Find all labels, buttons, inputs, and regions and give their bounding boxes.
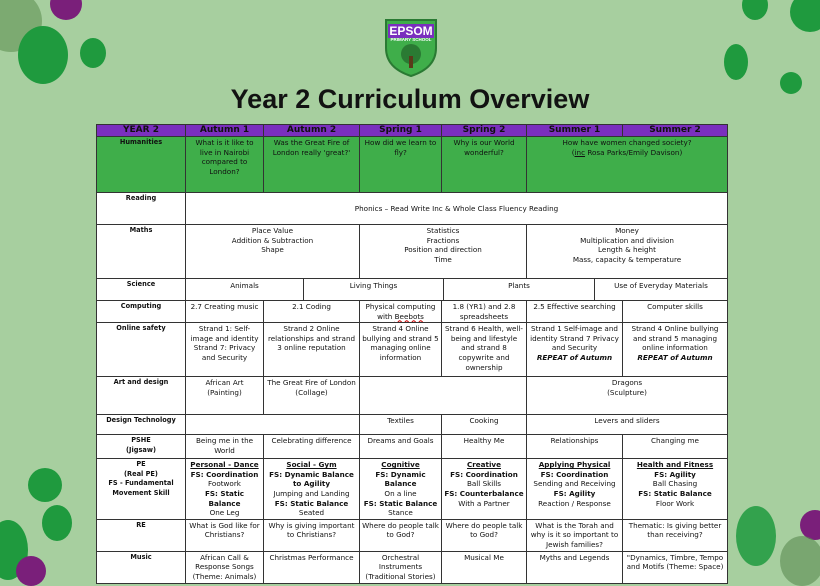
table-cell: 1.8 (YR1) and 2.8 spreadsheets xyxy=(442,301,527,323)
row-label xyxy=(97,459,186,520)
table-cell: How did we learn to fly? xyxy=(360,137,442,193)
row-label: Humanities xyxy=(97,137,186,193)
header-year: YEAR 2 xyxy=(97,125,186,137)
pe-line: FS: Agility xyxy=(553,488,596,498)
pe-line: Ball Skills xyxy=(466,479,502,489)
cell-line: Strand 4 Online bullying and strand 5 managing online information xyxy=(631,324,719,353)
table-row xyxy=(97,137,728,193)
pe-line: Footwork xyxy=(208,479,241,489)
pe-unit-title: Health and Fitness xyxy=(636,460,714,470)
table-cell xyxy=(186,415,360,435)
table-row xyxy=(97,225,728,279)
cell-line: Addition & Subtraction xyxy=(231,235,314,245)
pe-cell xyxy=(186,459,264,520)
decor-blob xyxy=(780,536,820,586)
decor-blob xyxy=(742,0,768,20)
table-cell: Phonics – Read Write Inc & Whole Class Fluency Reading xyxy=(186,193,728,225)
cell-line: African Art xyxy=(205,378,244,388)
table-cell: Christmas Performance xyxy=(264,551,360,583)
table-cell: Where do people talk to God? xyxy=(360,519,442,551)
table-header-row xyxy=(97,125,728,137)
table-cell: Being me in the World xyxy=(186,435,264,459)
cell-text: ( xyxy=(571,147,575,157)
table-row xyxy=(97,377,728,415)
cell-line: REPEAT of Autumn xyxy=(637,352,713,362)
header-autumn-1: Autumn 1 xyxy=(186,125,264,137)
table-cell xyxy=(527,377,728,415)
table-cell: Why is giving important to Christians? xyxy=(264,519,360,551)
row-label: Music xyxy=(97,551,186,583)
pe-line: Jumping and Landing xyxy=(273,488,350,498)
decor-blob xyxy=(28,468,62,502)
cell-line: Multiplication and division xyxy=(580,235,674,245)
row-label: Reading xyxy=(97,193,186,225)
table-cell xyxy=(264,377,360,415)
table-row xyxy=(97,551,728,583)
pe-cell xyxy=(527,459,623,520)
table-cell xyxy=(527,323,623,377)
pe-line: Stance xyxy=(388,508,413,518)
page-title: Year 2 Curriculum Overview xyxy=(230,84,590,114)
table-cell: Plants xyxy=(444,279,595,300)
table-row xyxy=(97,193,728,225)
table-cell: Why is our World wonderful? xyxy=(442,137,527,193)
pe-unit-title: Cognitive xyxy=(381,460,420,470)
table-cell: African Call & Response Songs (Theme: Animals) xyxy=(186,551,264,583)
science-cell xyxy=(186,279,728,301)
row-label: Art and design xyxy=(97,377,186,415)
pe-line: Floor Work xyxy=(655,498,695,508)
pe-line: Reaction / Response xyxy=(538,498,611,508)
pe-line: FS: Counterbalance xyxy=(444,488,524,498)
table-cell: Living Things xyxy=(304,279,444,300)
cell-line: Length & height xyxy=(598,245,656,255)
table-cell: "Dynamics, Timbre, Tempo and Motifs (Theme: Space) xyxy=(623,551,728,583)
pe-line: FS: Static Balance xyxy=(274,498,349,508)
pe-line: FS: Agility xyxy=(654,469,696,479)
decor-blob xyxy=(42,505,72,541)
table-cell: Orchestral Instruments (Traditional Stories) xyxy=(360,551,442,583)
decor-blob xyxy=(736,506,776,566)
cell-text: Rosa Parks/Emily Davison) xyxy=(585,147,683,157)
table-row xyxy=(97,323,728,377)
pe-line: FS: Static Balance xyxy=(204,488,245,508)
table-cell: 2.1 Coding xyxy=(264,301,360,323)
table-cell: Myths and Legends xyxy=(527,551,623,583)
school-sub: PRIMARY SCHOOL xyxy=(390,37,432,42)
cell-line: (Real PE) xyxy=(124,469,158,478)
table-cell: Strand 1: Self-image and identity Strand 7: Privacy and Security xyxy=(186,323,264,377)
pe-unit-title: Personal - Dance xyxy=(190,460,259,470)
pe-line: FS: Coordination xyxy=(190,469,259,479)
table-cell: Thematic: Is giving better than receiving? xyxy=(623,519,728,551)
table-cell: Celebrating difference xyxy=(264,435,360,459)
cell-line: PE xyxy=(136,460,146,469)
cell-line: FS - Fundamental Movement Skill xyxy=(108,479,174,497)
decor-blob xyxy=(18,26,68,84)
table-cell: Cooking xyxy=(442,415,527,435)
cell-line: Time xyxy=(434,254,452,264)
table-cell: 2.5 Effective searching xyxy=(527,301,623,323)
table-cell: Computer skills xyxy=(623,301,728,323)
table-cell: What is the Torah and why is it so important to Jewish families? xyxy=(527,519,623,551)
row-label: Online safety xyxy=(97,323,186,377)
pe-line: FS: Dynamic Balance to Agility xyxy=(269,469,354,489)
cell-line: Dragons xyxy=(611,378,643,388)
cell-text: inc xyxy=(574,147,586,157)
cell-line: (Collage) xyxy=(295,387,328,397)
header-spring-2: Spring 2 xyxy=(442,125,527,137)
cell-line: Position and direction xyxy=(404,245,482,255)
table-cell: Changing me xyxy=(623,435,728,459)
pe-line: FS: Coordination xyxy=(540,469,609,479)
table-cell xyxy=(186,225,360,279)
row-label: RE xyxy=(97,519,186,551)
header-summer-1: Summer 1 xyxy=(527,125,623,137)
row-label: Computing xyxy=(97,301,186,323)
cell-line: Mass, capacity & temperature xyxy=(572,254,682,264)
curriculum-table xyxy=(96,124,728,584)
table-cell xyxy=(623,323,728,377)
table-cell: What is it like to live in Nairobi compared to London? xyxy=(186,137,264,193)
table-cell: Use of Everyday Materials xyxy=(614,281,708,290)
pe-line: FS: Static Balance xyxy=(638,488,712,498)
table-cell: Strand 4 Online bullying and strand 5 managing online information xyxy=(360,323,442,377)
table-cell: Where do people talk to God? xyxy=(442,519,527,551)
decor-blob xyxy=(16,556,46,586)
table-cell: What is God like for Christians? xyxy=(186,519,264,551)
table-row xyxy=(97,279,728,301)
table-cell: Was the Great Fire of London really 'great?' xyxy=(264,137,360,193)
table-cell xyxy=(360,377,527,415)
table-cell: Musical Me xyxy=(442,551,527,583)
pe-unit-title: Applying Physical xyxy=(538,460,611,470)
table-cell xyxy=(527,137,728,193)
table-cell: Strand 2 Online relationships and strand 3 online reputation xyxy=(264,323,360,377)
pe-line: Sending and Receiving xyxy=(533,479,616,489)
cell-line: The Great Fire of London xyxy=(267,378,356,388)
cell-line: Money xyxy=(615,226,639,235)
pe-line: With a Partner xyxy=(458,498,510,508)
school-name: EPSOM xyxy=(389,24,433,38)
cell-line: (Painting) xyxy=(207,387,242,397)
pe-line: FS: Dynamic Balance xyxy=(375,469,426,489)
cell-line: Fractions xyxy=(426,235,460,245)
pe-line: Ball Chasing xyxy=(652,479,698,489)
row-label: Design Technology xyxy=(97,415,186,435)
row-label: Maths xyxy=(97,225,186,279)
cell-line: REPEAT of Autumn xyxy=(536,352,613,362)
table-cell: Relationships xyxy=(527,435,623,459)
cell-line: PSHE xyxy=(131,436,151,445)
table-cell: Textiles xyxy=(360,415,442,435)
cell-line: (Jigsaw) xyxy=(126,445,156,454)
table-cell xyxy=(360,301,442,323)
decor-blob xyxy=(50,0,82,20)
decor-blob xyxy=(724,44,748,80)
table-cell: Dreams and Goals xyxy=(360,435,442,459)
school-logo xyxy=(380,16,442,78)
pe-line: On a line xyxy=(384,488,417,498)
cell-line: Place Value xyxy=(251,226,294,235)
pe-cell xyxy=(442,459,527,520)
header-spring-1: Spring 1 xyxy=(360,125,442,137)
table-cell xyxy=(186,377,264,415)
pe-cell xyxy=(360,459,442,520)
table-cell: Levers and sliders xyxy=(527,415,728,435)
cell-line: Strand 1 Self-image and identity Strand 7 Privacy and Security xyxy=(530,324,619,353)
table-cell: Healthy Me xyxy=(442,435,527,459)
table-row xyxy=(97,301,728,323)
row-label: Science xyxy=(97,279,186,301)
pe-line: One Leg xyxy=(209,508,240,518)
pe-line: FS: Coordination xyxy=(450,469,518,479)
pe-line: FS: Static Balance xyxy=(363,498,438,508)
pe-cell xyxy=(264,459,360,520)
pe-unit-title: Social - Gym xyxy=(286,460,337,470)
table-cell: Strand 6 Health, well-being and lifestyle and strand 8 copywrite and ownership xyxy=(442,323,527,377)
table-cell: Animals xyxy=(186,279,304,300)
table-row xyxy=(97,415,728,435)
table-cell xyxy=(360,225,527,279)
table-row xyxy=(97,459,728,520)
decor-blob xyxy=(790,0,820,32)
table-cell: 2.7 Creating music xyxy=(186,301,264,323)
table-cell xyxy=(527,225,728,279)
decor-blob xyxy=(80,38,106,68)
table-row xyxy=(97,519,728,551)
cell-line: Statistics xyxy=(426,226,460,235)
cell-line xyxy=(529,148,725,158)
pe-cell xyxy=(623,459,728,520)
cell-line: How have women changed society? xyxy=(562,138,692,147)
cell-line: Shape xyxy=(261,245,284,255)
cell-line: (Sculpture) xyxy=(607,387,647,397)
header-summer-2: Summer 2 xyxy=(623,125,728,137)
header-autumn-2: Autumn 2 xyxy=(264,125,360,137)
cell-text: Beebots xyxy=(394,311,424,321)
pe-line: Seated xyxy=(298,508,325,518)
cell-text: Physical computing with xyxy=(365,302,436,321)
science-strip xyxy=(186,279,727,300)
table-row xyxy=(97,435,728,459)
row-label xyxy=(97,435,186,459)
pe-unit-title: Creative xyxy=(466,460,501,470)
